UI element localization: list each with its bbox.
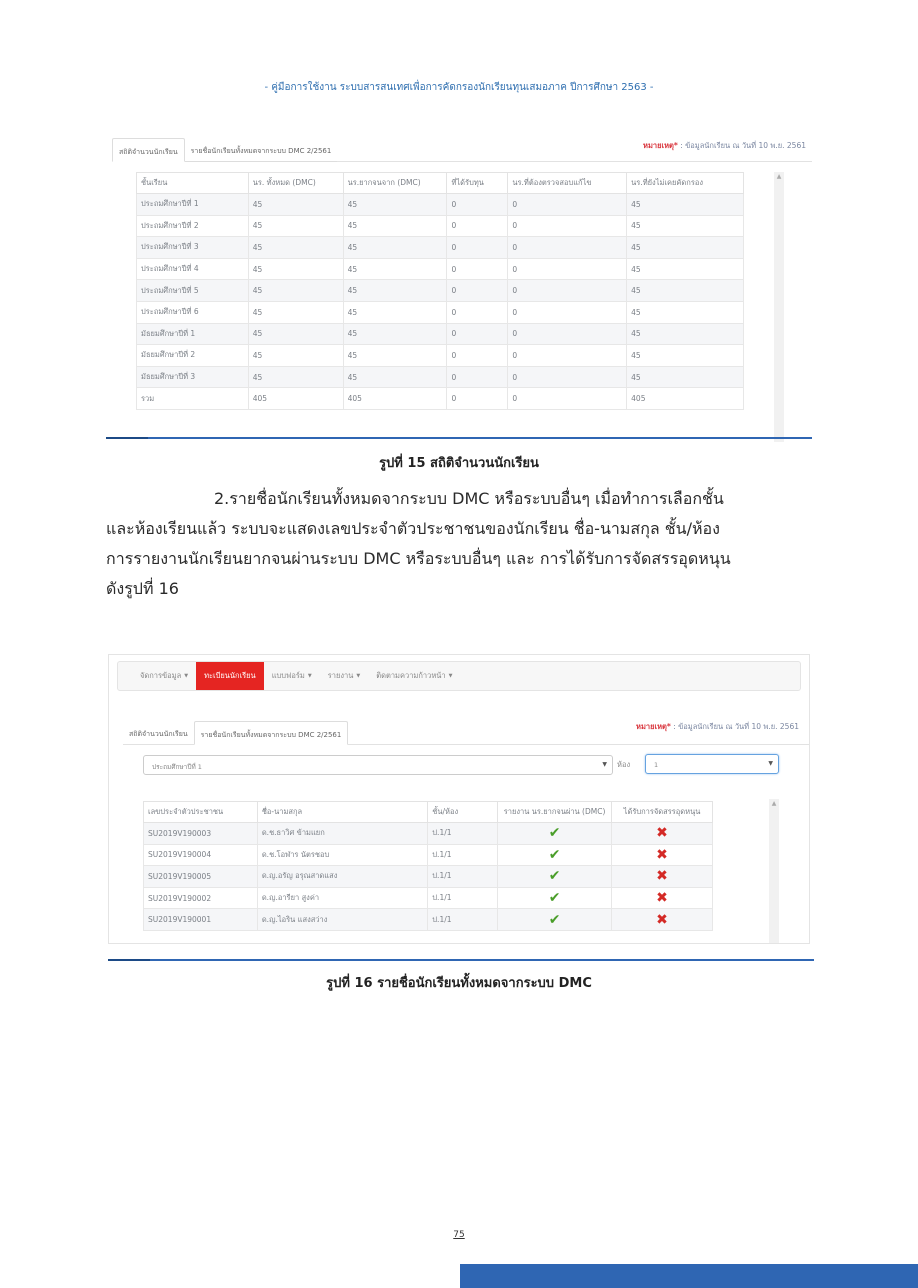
room-select[interactable]: [645, 754, 779, 774]
report-status-cell: [498, 823, 612, 845]
table-cell: 0: [508, 194, 627, 216]
table-cell: 0: [508, 323, 627, 345]
table-cell: ประถมศึกษาปีที่ 4: [137, 258, 249, 280]
nav-item-label: ติดตามความก้าวหน้า: [376, 671, 446, 680]
table-cell: 0: [447, 280, 508, 302]
cross-icon: ✖: [656, 868, 668, 885]
table-cell: 0: [447, 388, 508, 410]
allocation-status-cell: [612, 887, 713, 909]
table-cell: 0: [508, 280, 627, 302]
column-header: ชั้นเรียน: [137, 173, 249, 194]
table-row: [144, 866, 713, 888]
nav-item[interactable]: [118, 662, 196, 690]
table-cell: 0: [508, 345, 627, 367]
nav-item-label: แบบฟอร์ม: [271, 671, 305, 680]
cross-icon: ✖: [656, 846, 668, 863]
page-number: 75: [453, 1230, 465, 1240]
table-cell: 0: [508, 215, 627, 237]
table-row: [137, 345, 744, 367]
chevron-down-icon: ▼: [602, 761, 607, 768]
table-cell: ด.ช.ธาวิศ ข้ามแยก: [257, 823, 427, 845]
table-cell: SU2019V190003: [144, 823, 258, 845]
table-cell: 45: [248, 194, 343, 216]
table-cell: รวม: [137, 388, 249, 410]
column-header: นร.ที่ต้องตรวจสอบแก้ไข: [508, 173, 627, 194]
table-cell: 0: [508, 388, 627, 410]
running-header: - คู่มือการใช้งาน ระบบสารสนเทศเพื่อการคัดกรองนักเรียนทุนเสมอภาค ปีการศึกษา 2563 -: [264, 82, 654, 93]
tab-bar: [112, 138, 337, 162]
report-status-cell: [498, 887, 612, 909]
table-cell: 45: [248, 323, 343, 345]
table-cell: 0: [508, 301, 627, 323]
table-cell: 45: [343, 194, 447, 216]
table-row: [137, 194, 744, 216]
table-cell: 0: [447, 237, 508, 259]
scrollbar[interactable]: [769, 799, 779, 943]
data-note: [643, 140, 806, 152]
caret-down-icon: ▼: [184, 673, 189, 679]
check-icon: ✔: [548, 911, 561, 928]
table-cell: SU2019V190001: [144, 909, 258, 931]
column-header: ชื่อ-นามสกุล: [257, 802, 427, 823]
report-status-cell: [498, 844, 612, 866]
caret-down-icon: ▼: [448, 673, 453, 679]
table-cell: 45: [343, 215, 447, 237]
table-cell: ป.1/1: [428, 866, 498, 888]
table-cell: 45: [627, 215, 744, 237]
nav-item-label: รายงาน: [327, 671, 354, 680]
cross-icon: ✖: [656, 911, 668, 928]
table-row: [137, 237, 744, 259]
column-header: นร.ที่ยังไม่เคยคัดกรอง: [627, 173, 744, 194]
table-row: [137, 301, 744, 323]
caret-down-icon: ▼: [307, 673, 312, 679]
table-cell: 0: [447, 258, 508, 280]
column-header: รายงาน นร.ยากจนผ่าน (DMC): [498, 802, 612, 823]
table-cell: 0: [447, 366, 508, 388]
student-list-table: [143, 801, 713, 931]
paragraph-line: และห้องเรียนแล้ว ระบบจะแสดงเลขประจำตัวประชาชนของนักเรียน ชื่อ-นามสกุล ชั้น/ห้อง: [106, 519, 720, 538]
note-text: : ข้อมูลนักเรียน ณ วันที่ 10 พ.ย. 2561: [670, 722, 799, 731]
scrollbar[interactable]: [774, 172, 784, 442]
table-cell: ด.ช.โอฬาร นัตรชอบ: [257, 844, 427, 866]
table-cell: 0: [447, 215, 508, 237]
check-icon: ✔: [548, 890, 561, 907]
table-cell: 45: [248, 215, 343, 237]
cross-icon: ✖: [656, 890, 668, 907]
allocation-status-cell: [612, 909, 713, 931]
table-cell: 45: [248, 345, 343, 367]
table-cell: 45: [248, 301, 343, 323]
figure-16-caption: รูปที่ 16 รายชื่อนักเรียนทั้งหมดจากระบบ DMC: [326, 976, 592, 991]
table-cell: 45: [343, 301, 447, 323]
table-cell: SU2019V190002: [144, 887, 258, 909]
tab-dmc-student-list[interactable]: รายชื่อนักเรียนทั้งหมดจากระบบ DMC 2/2561: [190, 147, 332, 155]
nav-item[interactable]: [264, 662, 320, 690]
data-note: [636, 721, 799, 733]
room-label: ห้อง: [617, 760, 631, 769]
check-icon: ✔: [548, 825, 561, 842]
nav-item[interactable]: [320, 662, 369, 690]
allocation-status-cell: [612, 823, 713, 845]
chevron-down-icon: ▼: [768, 760, 773, 767]
table-cell: 0: [508, 366, 627, 388]
figure-15-underline: [106, 437, 812, 439]
table-cell: 45: [343, 323, 447, 345]
table-cell: มัธยมศึกษาปีที่ 1: [137, 323, 249, 345]
table-cell: 45: [627, 258, 744, 280]
nav-item[interactable]: [368, 662, 460, 690]
caret-down-icon: ▼: [356, 673, 361, 679]
student-stats-screenshot: [106, 130, 812, 442]
body-paragraph: [106, 484, 812, 604]
allocation-status-cell: [612, 844, 713, 866]
table-cell: 45: [627, 280, 744, 302]
table-row: [137, 280, 744, 302]
table-cell: 0: [447, 345, 508, 367]
table-cell: 45: [627, 194, 744, 216]
nav-item[interactable]: [196, 662, 264, 690]
table-cell: 45: [343, 345, 447, 367]
grade-select[interactable]: [143, 755, 613, 775]
table-cell: 45: [627, 323, 744, 345]
table-row: [137, 323, 744, 345]
nav-item-label: จัดการข้อมูล: [140, 671, 182, 680]
table-cell: 45: [627, 301, 744, 323]
table-cell: 45: [627, 366, 744, 388]
check-icon: ✔: [548, 868, 561, 885]
figure-15-caption: รูปที่ 15 สถิติจำนวนนักเรียน: [379, 456, 539, 471]
nav-item-label: ทะเบียนนักเรียน: [204, 671, 256, 680]
scroll-up-icon[interactable]: ▲: [771, 800, 777, 807]
table-cell: ป.1/1: [428, 887, 498, 909]
table-cell: ประถมศึกษาปีที่ 2: [137, 215, 249, 237]
table-cell: ด.ญ.อารียา สูงค่า: [257, 887, 427, 909]
student-list-screenshot: [108, 654, 810, 944]
column-header: ชั้น/ห้อง: [428, 802, 498, 823]
table-cell: SU2019V190004: [144, 844, 258, 866]
table-cell: ประถมศึกษาปีที่ 6: [137, 301, 249, 323]
table-cell: 45: [248, 366, 343, 388]
table-cell: ประถมศึกษาปีที่ 1: [137, 194, 249, 216]
table-cell: 45: [627, 345, 744, 367]
table-cell: 45: [248, 280, 343, 302]
table-row: [144, 909, 713, 931]
table-cell: ป.1/1: [428, 823, 498, 845]
table-cell: 405: [627, 388, 744, 410]
table-cell: 45: [627, 237, 744, 259]
main-navbar: [117, 661, 801, 691]
table-cell: 405: [248, 388, 343, 410]
scroll-up-icon[interactable]: ▲: [776, 173, 782, 180]
table-cell: ประถมศึกษาปีที่ 5: [137, 280, 249, 302]
table-row: [137, 366, 744, 388]
table-cell: 0: [508, 237, 627, 259]
table-cell: ด.ญ.ไอริน แสงสว่าง: [257, 909, 427, 931]
table-cell: 0: [447, 323, 508, 345]
table-cell: 45: [248, 258, 343, 280]
table-cell: SU2019V190005: [144, 866, 258, 888]
room-select-value: 1: [654, 761, 659, 769]
paragraph-line: 2.รายชื่อนักเรียนทั้งหมดจากระบบ DMC หรือระบบอื่นๆ เมื่อทำการเลือกชั้น: [214, 489, 724, 508]
table-cell: ด.ญ.อรัญ อรุณสาดแสง: [257, 866, 427, 888]
student-stats-table: [136, 172, 744, 410]
column-header: นร.ยากจนจาก (DMC): [343, 173, 447, 194]
column-header: นร. ทั้งหมด (DMC): [248, 173, 343, 194]
table-cell: 0: [447, 194, 508, 216]
table-row: [144, 823, 713, 845]
table-row: [137, 215, 744, 237]
check-icon: ✔: [548, 846, 561, 863]
table-row: [137, 388, 744, 410]
grade-select-value: ประถมศึกษาปีที่ 1: [152, 763, 202, 771]
column-header: ได้รับการจัดสรรอุดหนุน: [612, 802, 713, 823]
table-cell: 45: [343, 280, 447, 302]
column-header: เลขประจำตัวประชาชน: [144, 802, 258, 823]
tab-bar: [123, 721, 348, 745]
tab-student-stats[interactable]: สถิติจำนวนนักเรียน: [129, 730, 188, 738]
table-cell: 405: [343, 388, 447, 410]
table-cell: มัธยมศึกษาปีที่ 2: [137, 345, 249, 367]
table-cell: 0: [508, 258, 627, 280]
table-cell: ประถมศึกษาปีที่ 3: [137, 237, 249, 259]
table-row: [137, 258, 744, 280]
note-label: หมายเหตุ*: [643, 141, 678, 150]
report-status-cell: [498, 909, 612, 931]
table-cell: 45: [343, 366, 447, 388]
paragraph-line: การรายงานนักเรียนยากจนผ่านระบบ DMC หรือระบบอื่นๆ และ การได้รับการจัดสรรอุดหนุน: [106, 549, 731, 568]
table-row: [144, 844, 713, 866]
table-cell: 0: [447, 301, 508, 323]
tab-student-stats[interactable]: สถิติจำนวนนักเรียน: [112, 138, 185, 162]
table-cell: ป.1/1: [428, 909, 498, 931]
paragraph-line: ดังรูปที่ 16: [106, 579, 179, 598]
table-row: [144, 887, 713, 909]
table-cell: มัธยมศึกษาปีที่ 3: [137, 366, 249, 388]
table-cell: 45: [343, 258, 447, 280]
allocation-status-cell: [612, 866, 713, 888]
tab-dmc-student-list[interactable]: รายชื่อนักเรียนทั้งหมดจากระบบ DMC 2/2561: [194, 721, 349, 745]
note-text: : ข้อมูลนักเรียน ณ วันที่ 10 พ.ย. 2561: [677, 141, 806, 150]
figure-16-underline: [108, 959, 814, 961]
column-header: ที่ได้รับทุน: [447, 173, 508, 194]
footer-bar: [460, 1264, 918, 1288]
table-cell: 45: [343, 237, 447, 259]
table-cell: ป.1/1: [428, 844, 498, 866]
note-label: หมายเหตุ*: [636, 722, 671, 731]
cross-icon: ✖: [656, 825, 668, 842]
report-status-cell: [498, 866, 612, 888]
table-cell: 45: [248, 237, 343, 259]
